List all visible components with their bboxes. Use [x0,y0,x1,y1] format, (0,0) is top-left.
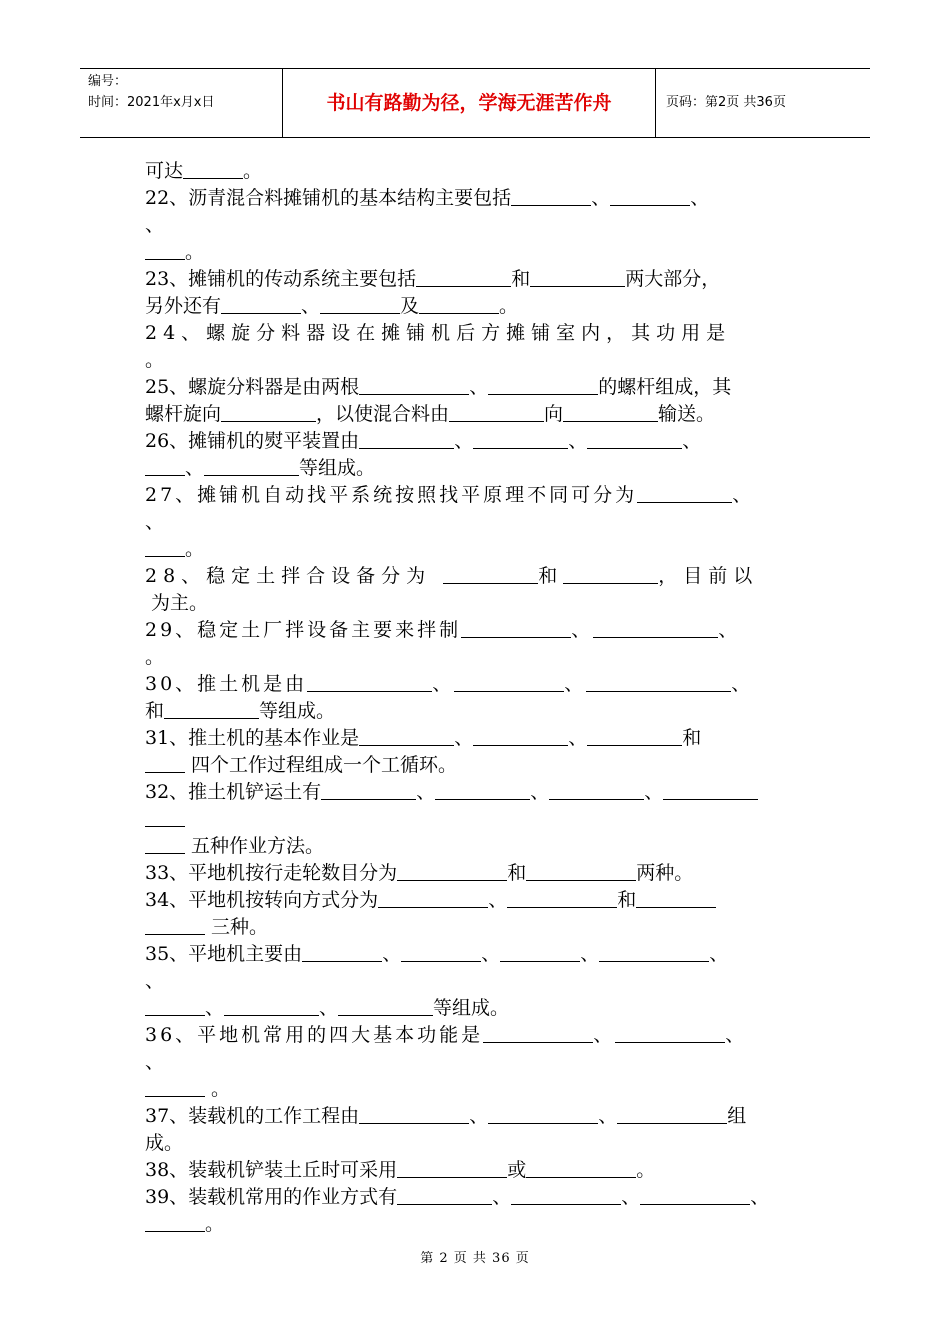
page-header [80,68,870,138]
question-line: 为主。 [151,592,209,614]
question-line: 三种。 [145,914,810,941]
blank [617,1103,727,1124]
blank [640,1184,750,1205]
blank [599,941,709,962]
question-line: 螺杆旋向 ，以使混合料由 向 输送。 [145,403,716,425]
question-34: 34、平地机按转向方式分为 、 和 [145,887,810,914]
question-line: 、 等组成。 [145,455,810,482]
blank [587,428,682,449]
blank [359,374,469,395]
blank [449,401,544,422]
blank [473,725,568,746]
blank [359,725,454,746]
blank [507,887,617,908]
blank [443,563,538,584]
blank [593,617,718,638]
question-line: 。 [145,349,165,371]
question-line: 和 等组成。 [145,700,336,722]
motto: 书山有路勤为径，学海无涯苦作舟 [283,69,656,137]
question-line: 另外还有 、 及 。 [145,295,519,317]
blank [145,833,185,854]
question-line: 、 [145,511,165,533]
question-line: 。 [145,239,810,266]
question-28: 28、稳定土拌合设备分为 和 ，目前以 [145,565,759,587]
question-list [145,158,810,1238]
blank [321,779,416,800]
question-39: 39、装载机常用的作业方式有 、 、 、 [145,1186,770,1208]
blank [359,1103,469,1124]
blank [221,401,316,422]
page-code: 页码：第2页 共36页 [666,95,786,110]
blank [221,293,301,314]
blank [511,1184,621,1205]
blank [586,671,731,692]
question-line: 五种作业方法。 [145,833,810,860]
blank [610,185,690,206]
question-30: 30、推土机是由 、 、 、 [145,673,754,695]
header-meta [80,69,283,137]
blank [530,266,625,287]
question-29: 29、稳定土厂拌设备主要来拌制 、 、 [145,619,741,641]
blank [563,401,658,422]
question-line: 。 [145,1076,810,1103]
blank [204,455,299,476]
blank [145,995,205,1016]
question-33: 33、平地机按行走轮数目分为 和 两种。 [145,862,694,884]
question-24: 24、螺旋分料器设在摊铺机后方摊铺室内，其功用是 [145,322,732,344]
question-32: 32、推土机铲运土有 、 、 、 [145,779,810,806]
blank [416,266,511,287]
blank [359,428,454,449]
blank [488,1103,598,1124]
question-line: 、 [145,214,165,236]
question-31: 31、推土机的基本作业是 、 、 和 [145,727,702,749]
blank [145,806,185,827]
question-line: 成。 [145,1132,184,1154]
time-label: 时间：2021年x月x日 [88,95,215,110]
blank [435,779,530,800]
question-line: 、 [145,1051,165,1073]
question-35: 35、平地机主要由 、 、 、 、 [145,943,729,965]
blank [526,860,636,881]
question-26: 26、摊铺机的熨平装置由 、 、 、 [145,430,702,452]
blank [454,671,564,692]
blank [637,482,732,503]
question-23: 23、摊铺机的传动系统主要包括 和 两大部分， [145,268,721,290]
blank [145,536,185,557]
question-line: 四个工作过程组成一个工循环。 [145,752,810,779]
blank [397,1157,507,1178]
question-line: 、 、 等组成。 [145,995,810,1022]
blank [401,941,481,962]
blank [483,1022,593,1043]
blank [338,995,433,1016]
blank [587,725,682,746]
blank [636,887,716,908]
blank [488,374,598,395]
blank [511,185,591,206]
blank [663,779,758,800]
blank [302,941,382,962]
blank [563,563,658,584]
blank [145,239,185,260]
blank [307,671,432,692]
question-line [145,806,810,833]
blank [419,293,499,314]
question-27: 27、摊铺机自动找平系统按照找平原理不同可分为 、 [145,484,755,506]
blank [500,941,580,962]
blank [145,1076,205,1097]
blank [145,1211,205,1232]
blank [397,860,507,881]
question-line: 。 [145,1211,810,1238]
blank [615,1022,725,1043]
blank [145,752,185,773]
question-37: 37、装载机的工作工程由 、 、 组 [145,1105,747,1127]
question-line: 、 [145,970,165,992]
number-label: 编号： [88,74,128,89]
question-line: 可达 。 [145,160,263,182]
question-line: 。 [145,646,165,668]
blank [145,455,185,476]
blank [145,914,205,935]
question-25: 25、螺旋分料器是由两根 、 的螺杆组成，其 [145,376,732,398]
blank [397,1184,492,1205]
blank [224,995,319,1016]
blank [526,1157,636,1178]
question-38: 38、装载机铲装土丘时可采用 或 。 [145,1159,656,1181]
blank [320,293,400,314]
blank [473,428,568,449]
question-line: 。 [145,536,810,563]
question-22: 22、沥青混合料摊铺机的基本结构主要包括 、 、 [145,187,710,209]
blank [164,698,259,719]
blank [378,887,488,908]
blank [461,617,571,638]
question-36: 36、平地机常用的四大基本功能是 、 、 [145,1024,748,1046]
page-footer: 第 2 页 共 36 页 [420,1251,530,1266]
blank [183,158,243,179]
blank [549,779,644,800]
